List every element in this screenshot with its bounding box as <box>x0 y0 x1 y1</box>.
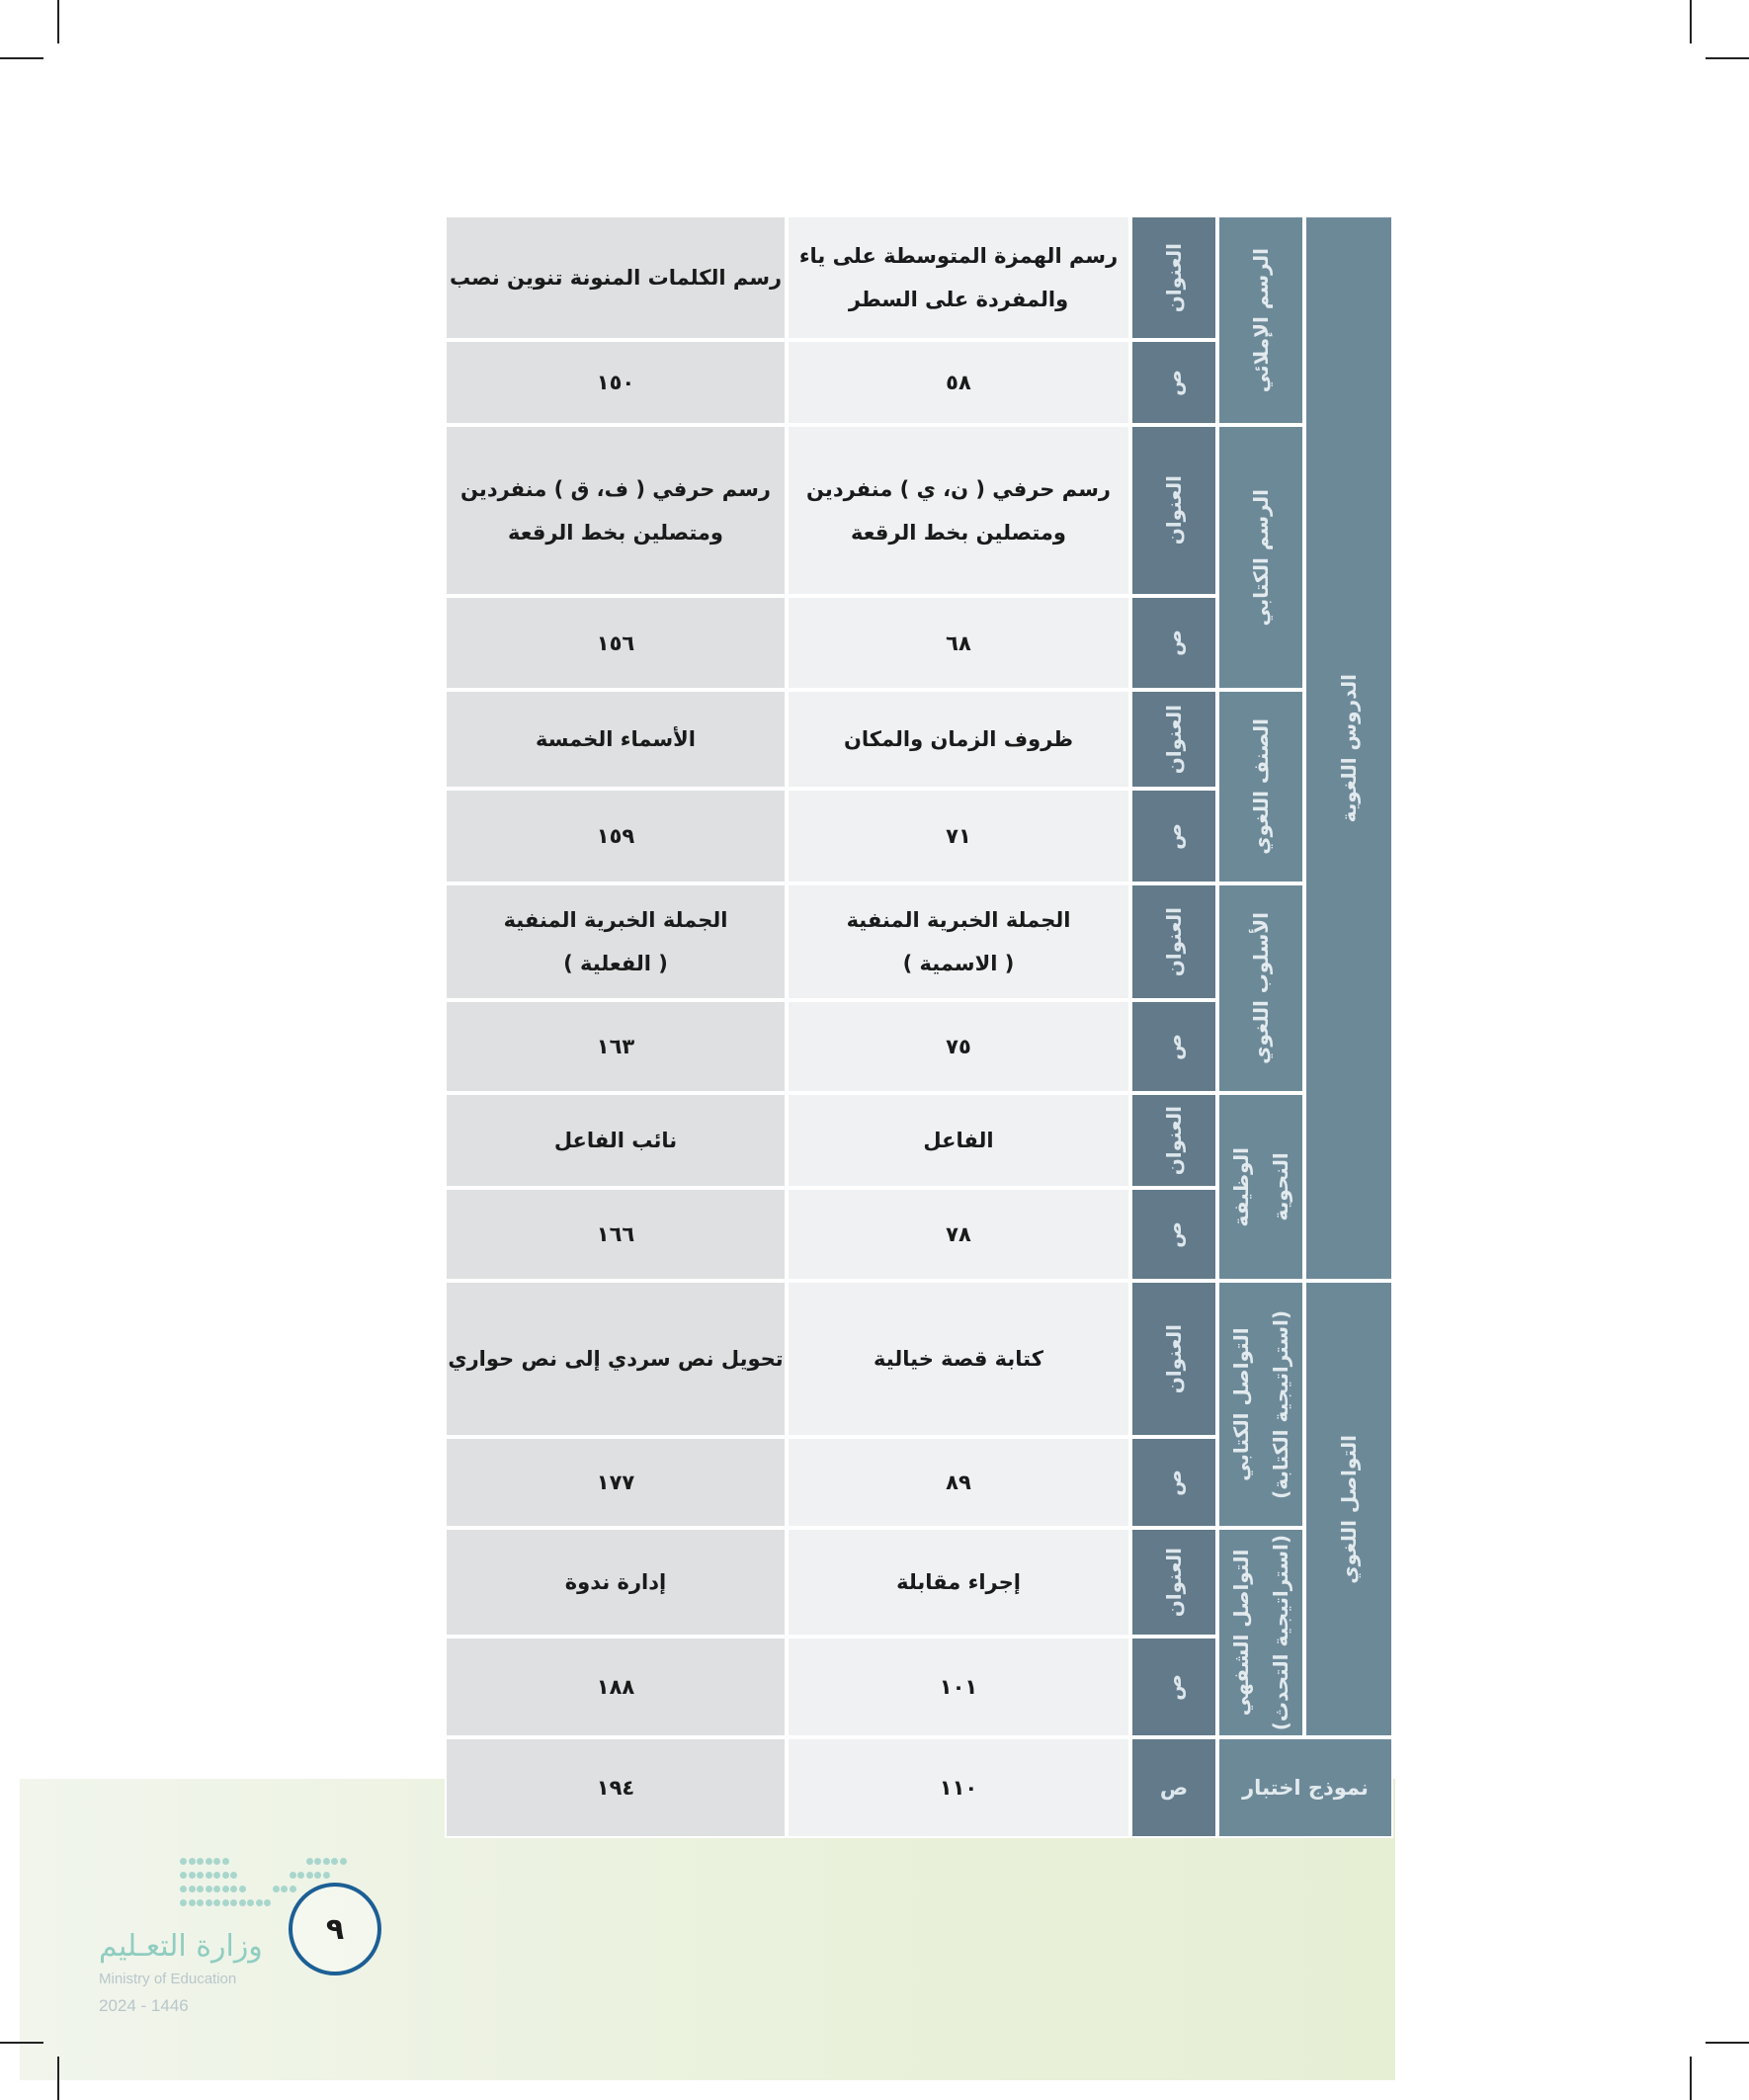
logo-dot <box>197 1899 204 1906</box>
label-page: ص <box>1130 789 1217 883</box>
label-page: ص <box>1130 1437 1217 1528</box>
label-title: العنوان <box>1130 1093 1217 1188</box>
topic-label: التواصل الكتابي (استراتيجية الكتابة) <box>1229 1309 1292 1499</box>
col2-page-test-model: ١٩٤ <box>445 1737 787 1838</box>
logo-dot <box>306 1872 313 1879</box>
logo-dot <box>290 1886 296 1892</box>
crop-mark <box>0 2042 43 2044</box>
crop-mark <box>1706 2042 1749 2044</box>
logo-dot <box>197 1886 204 1892</box>
col1-title-writing: رسم حرفي ( ن، ي ) منفردين ومتصلين بخط الرقعة <box>787 425 1130 596</box>
section-header-test-model <box>1217 1737 1393 1838</box>
logo-dot <box>206 1899 212 1906</box>
label-page: ص <box>1130 1737 1217 1838</box>
col1-title-spelling: رسم الهمزة المتوسطة على ياء والمفردة على السطر <box>787 215 1130 340</box>
logo-dot <box>189 1899 196 1906</box>
col1-page-oral-communication: ١٠١ <box>787 1637 1130 1737</box>
logo-dot <box>206 1886 212 1892</box>
logo-dot <box>323 1872 330 1879</box>
label-title: العنوان <box>1130 1528 1217 1637</box>
logo-dot <box>213 1899 220 1906</box>
label-title: العنوان <box>1130 425 1217 596</box>
section-header-language-lessons <box>1304 215 1393 1281</box>
logo-dot <box>331 1858 338 1865</box>
crop-mark <box>1690 0 1692 43</box>
logo-dot <box>290 1872 296 1879</box>
logo-dot <box>306 1858 313 1865</box>
page-number: ٩ <box>289 1883 381 1975</box>
topic-label: الصنف اللغوي <box>1249 718 1273 855</box>
col2-page-written-communication: ١٧٧ <box>445 1437 787 1528</box>
col1-page-written-communication: ٨٩ <box>787 1437 1130 1528</box>
col1-page-linguistic-style: ٧٥ <box>787 1000 1130 1093</box>
col2-title-written-communication: تحويل نص سردي إلى نص حواري <box>445 1281 787 1437</box>
topic-header-grammatical-function <box>1217 1093 1304 1281</box>
logo-dot <box>264 1899 271 1906</box>
topic-label: الرسم الكتابي <box>1249 488 1273 627</box>
logo-dot <box>180 1858 187 1865</box>
logo-dot <box>230 1872 237 1879</box>
col2-page-linguistic-class: ١٥٩ <box>445 789 787 883</box>
logo-dot <box>314 1858 321 1865</box>
crop-mark <box>57 2057 59 2100</box>
logo-year: 2024 - 1446 <box>99 1996 189 2015</box>
logo-dot <box>281 1886 288 1892</box>
col2-title-linguistic-class: الأسماء الخمسة <box>445 690 787 789</box>
col1-page-test-model: ١١٠ <box>787 1737 1130 1838</box>
logo-dot <box>222 1858 229 1865</box>
logo-dot <box>206 1858 212 1865</box>
topic-header-spelling <box>1217 215 1304 425</box>
ministry-name-ar: وزارة التعـليم <box>99 1929 263 1964</box>
topic-header-writing <box>1217 425 1304 690</box>
curriculum-table <box>445 215 1393 1838</box>
logo-dot <box>314 1872 321 1879</box>
col2-title-writing: رسم حرفي ( ف، ق ) منفردين ومتصلين بخط الرقعة <box>445 425 787 596</box>
col1-title-linguistic-class: ظروف الزمان والمكان <box>787 690 1130 789</box>
logo-dot <box>222 1899 229 1906</box>
logo-dot <box>273 1886 280 1892</box>
section-label: نموذج اختبار <box>1242 1776 1369 1800</box>
section-header-language-communication <box>1304 1281 1393 1737</box>
logo-dot <box>213 1858 220 1865</box>
label-title: العنوان <box>1130 883 1217 1000</box>
section-label: التواصل اللغوي <box>1337 1434 1361 1584</box>
label-page: ص <box>1130 1637 1217 1737</box>
topic-header-linguistic-style <box>1217 883 1304 1093</box>
col2-title-spelling: رسم الكلمات المنونة تنوين نصب <box>445 215 787 340</box>
crop-mark <box>0 57 43 59</box>
col2-title-oral-communication: إدارة ندوة <box>445 1528 787 1637</box>
col1-title-oral-communication: إجراء مقابلة <box>787 1528 1130 1637</box>
logo-dot <box>180 1886 187 1892</box>
logo-dot <box>189 1872 196 1879</box>
col1-title-linguistic-style: الجملة الخبرية المنفية ( الاسمية ) <box>787 883 1130 1000</box>
label-title: العنوان <box>1130 215 1217 340</box>
topic-header-oral-communication <box>1217 1528 1304 1737</box>
logo-dot <box>213 1886 220 1892</box>
col2-title-grammatical-function: نائب الفاعل <box>445 1093 787 1188</box>
logo-dot <box>247 1899 254 1906</box>
topic-label: الأسلوب اللغوي <box>1249 912 1273 1064</box>
col2-page-writing: ١٥٦ <box>445 596 787 690</box>
logo-dot <box>206 1872 212 1879</box>
logo-dot <box>239 1899 246 1906</box>
crop-mark <box>57 0 59 43</box>
col1-title-written-communication: كتابة قصة خيالية <box>787 1281 1130 1437</box>
logo-dot <box>197 1872 204 1879</box>
topic-header-written-communication <box>1217 1281 1304 1528</box>
crop-mark <box>1690 2057 1692 2100</box>
col2-page-grammatical-function: ١٦٦ <box>445 1188 787 1281</box>
logo-dot <box>230 1899 237 1906</box>
col1-title-grammatical-function: الفاعل <box>787 1093 1130 1188</box>
logo-dot <box>239 1886 246 1892</box>
section-label: الدروس اللغوية <box>1337 673 1361 823</box>
col2-page-linguistic-style: ١٦٣ <box>445 1000 787 1093</box>
col2-page-spelling: ١٥٠ <box>445 340 787 425</box>
label-page: ص <box>1130 596 1217 690</box>
label-title: العنوان <box>1130 690 1217 789</box>
logo-dot <box>213 1872 220 1879</box>
crop-mark <box>1706 57 1749 59</box>
logo-dot <box>340 1858 347 1865</box>
col1-page-writing: ٦٨ <box>787 596 1130 690</box>
label-page: ص <box>1130 1188 1217 1281</box>
logo-dot <box>189 1886 196 1892</box>
col1-page-linguistic-class: ٧١ <box>787 789 1130 883</box>
col1-page-grammatical-function: ٧٨ <box>787 1188 1130 1281</box>
col1-page-spelling: ٥٨ <box>787 340 1130 425</box>
topic-label: الوظيفة النحوية <box>1229 1146 1292 1227</box>
topic-label: الرسم الإملائي <box>1249 247 1273 393</box>
logo-dot <box>189 1858 196 1865</box>
logo-dot <box>297 1872 304 1879</box>
logo-dot <box>323 1858 330 1865</box>
label-title: العنوان <box>1130 1281 1217 1437</box>
logo-dot <box>256 1899 263 1906</box>
label-page: ص <box>1130 340 1217 425</box>
label-page: ص <box>1130 1000 1217 1093</box>
col2-title-linguistic-style: الجملة الخبرية المنفية ( الفعلية ) <box>445 883 787 1000</box>
logo-dot <box>180 1899 187 1906</box>
logo-dot <box>222 1872 229 1879</box>
logo-dot <box>222 1886 229 1892</box>
col2-page-oral-communication: ١٨٨ <box>445 1637 787 1737</box>
logo-dot <box>180 1872 187 1879</box>
ministry-name-en: Ministry of Education <box>99 1971 237 1987</box>
topic-label: التواصل الشفهي (استراتيجية التحدث) <box>1229 1534 1292 1731</box>
logo-dot <box>230 1886 237 1892</box>
logo-dot <box>197 1858 204 1865</box>
topic-header-linguistic-class <box>1217 690 1304 883</box>
